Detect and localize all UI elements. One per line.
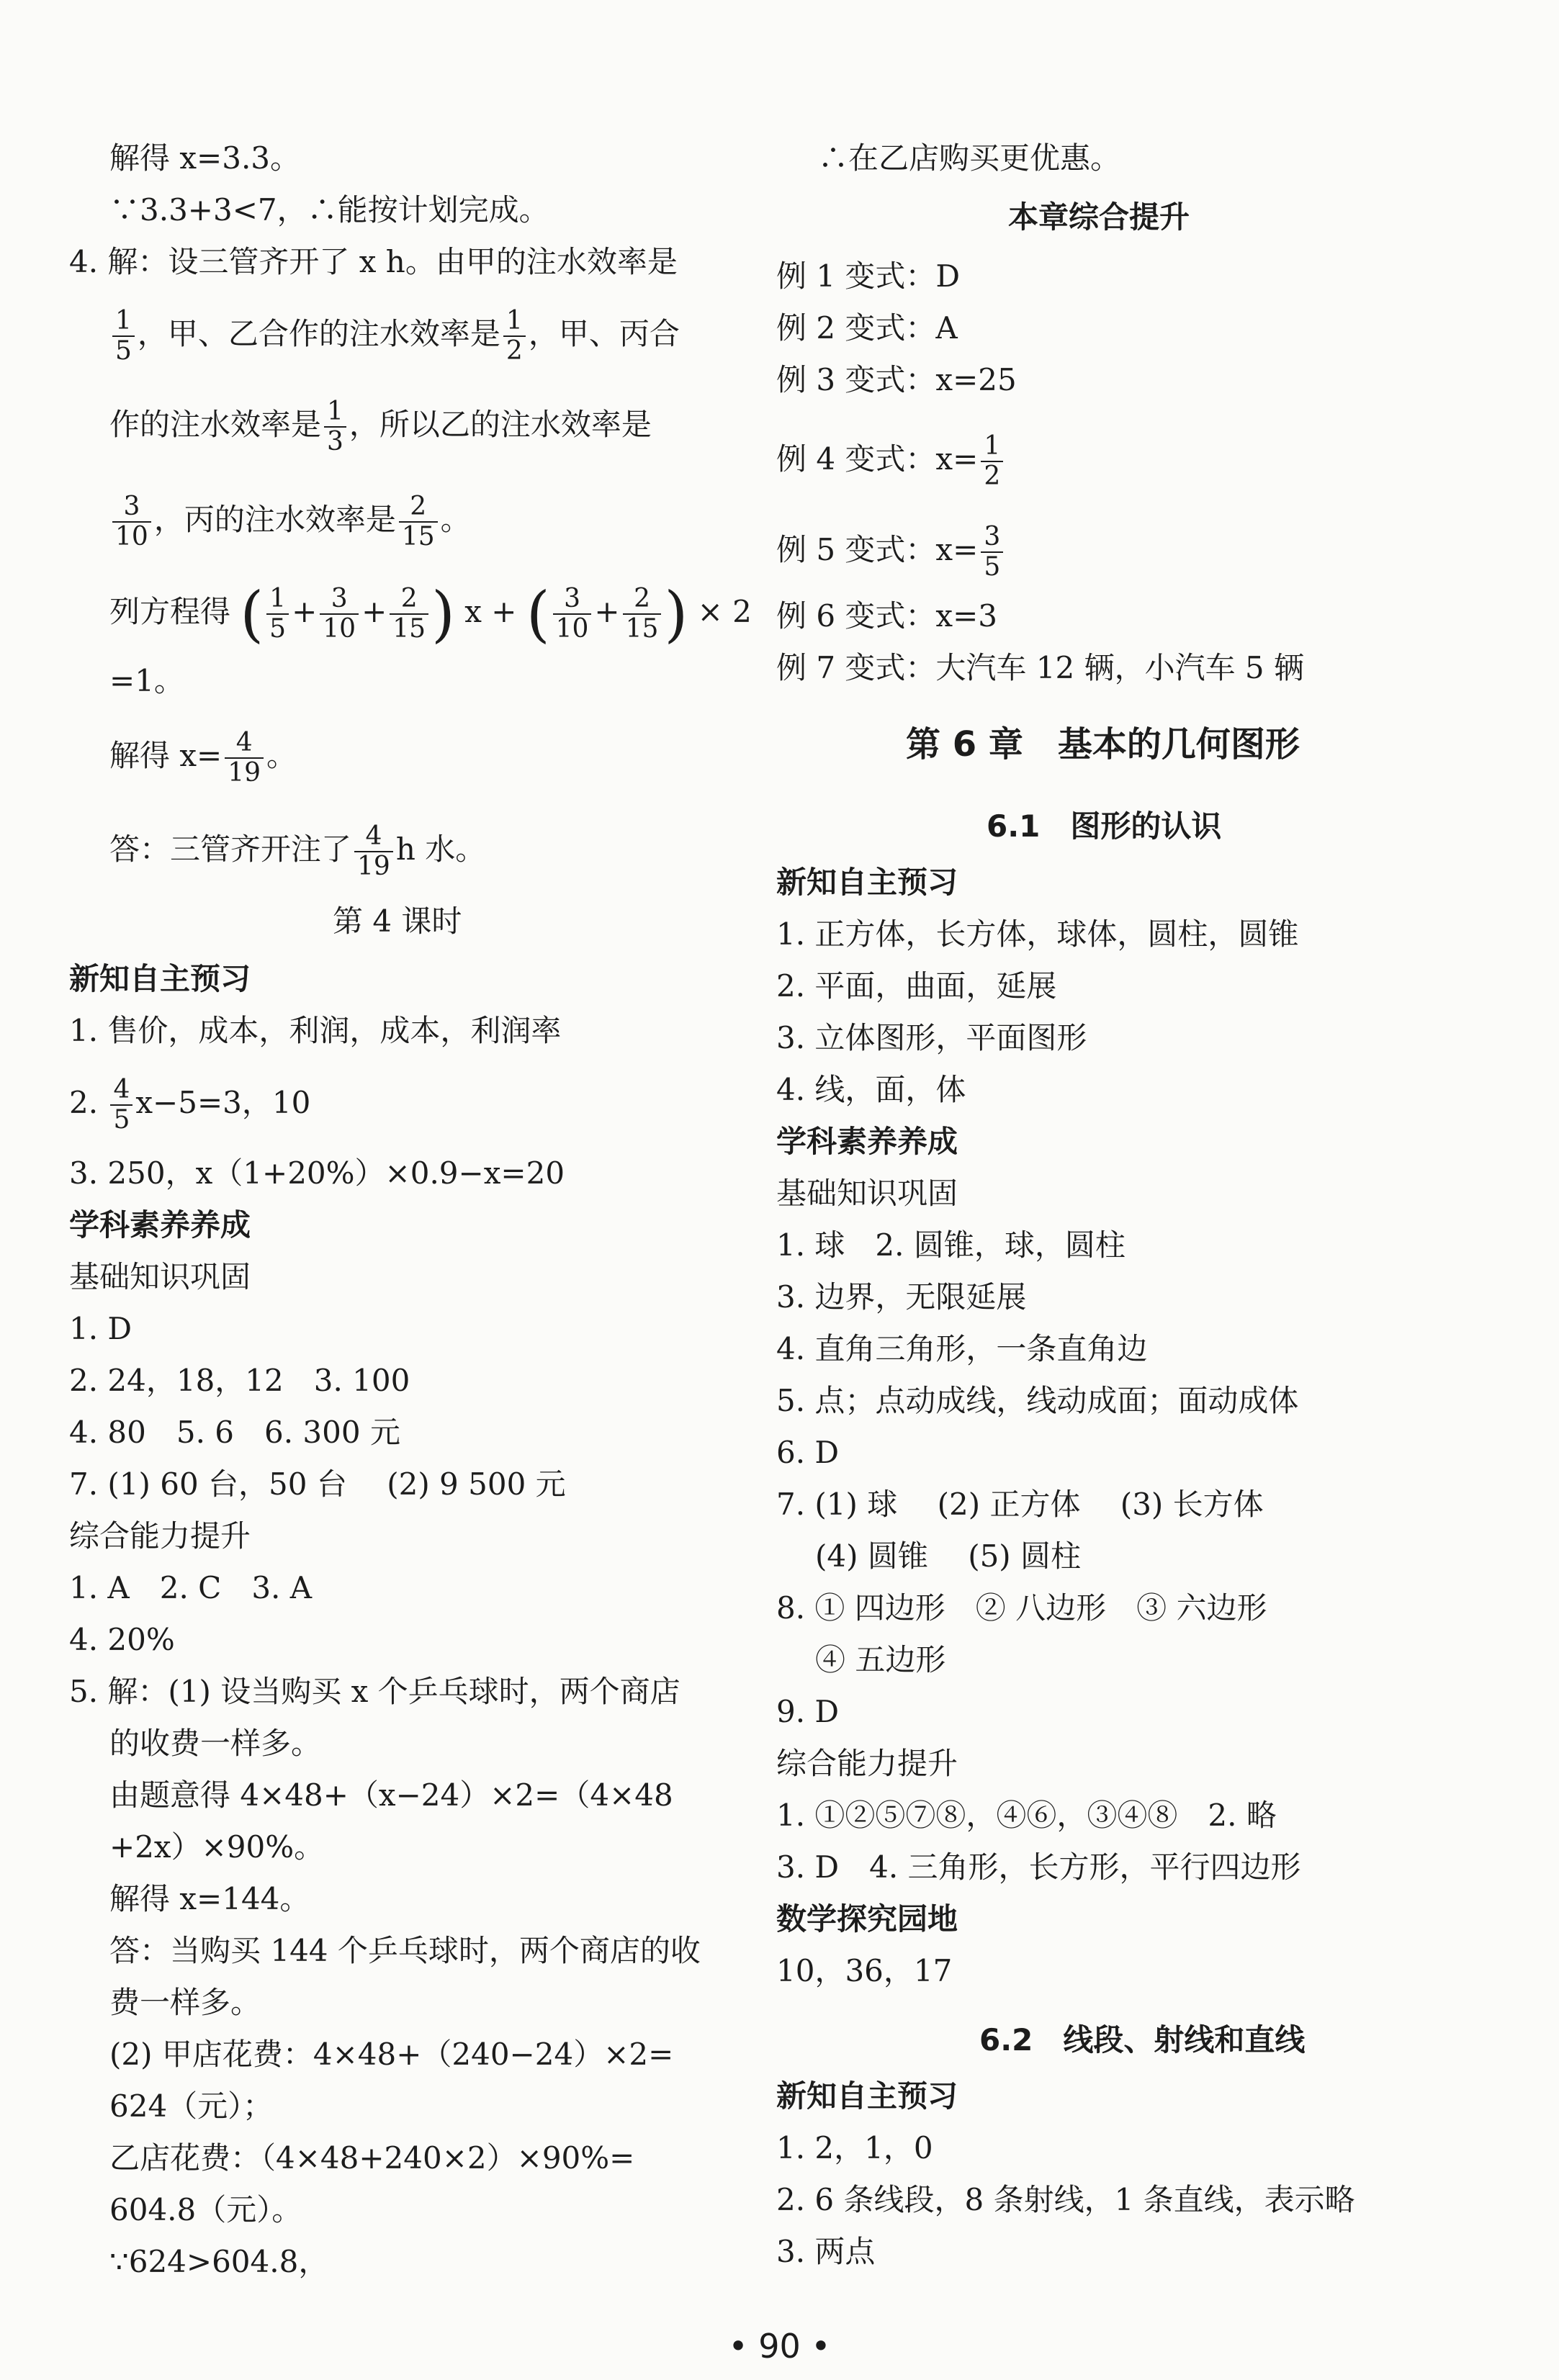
answer-line: 2. 6 条线段，8 条射线，1 条直线，表示略 — [776, 2182, 1355, 2217]
section-heading: 数学探究园地 — [776, 1901, 958, 1937]
solution-line: 解得 x= $\frac{4}{19}$ 。 — [109, 728, 297, 788]
example-answer: 例 3 变式：x=25 — [776, 362, 1017, 397]
answer-line: 4. 80 5. 6 6. 300 元 — [69, 1415, 400, 1450]
answer-line: +2x）×90%。 — [109, 1829, 325, 1865]
answer-line: 3. 立体图形，平面图形 — [776, 1020, 1087, 1055]
example-answer: 例 1 变式：D — [776, 258, 961, 294]
fraction: $\frac{1}{2}$ — [503, 307, 526, 366]
answer-line: 7. (1) 60 台，50 台 (2) 9 500 元 — [69, 1466, 566, 1502]
answer-line: 费一样多。 — [109, 1985, 261, 2020]
equation-line: 列方程得 ( $\frac{1}{5}$ + $\frac{3}{10}$ + $\frac{2}{15}$ ) x + ( $\frac{3}{10}$ + $\frac{2}{15}$ ) × 2 — [109, 579, 752, 649]
answer-line: 624（元）； — [109, 2088, 274, 2124]
answer-line: ④ 五边形 — [815, 1642, 946, 1677]
page-number: • 90 • — [728, 2327, 831, 2366]
lesson-title: 第 4 课时 — [333, 903, 462, 939]
answer-line: 3. 250，x（1+20%）×0.9−x=20 — [69, 1155, 565, 1191]
fraction: $\frac{4}{19}$ — [354, 822, 393, 881]
answer-line: 1. D — [69, 1311, 132, 1346]
subsection-heading: 综合能力提升 — [776, 1746, 958, 1781]
section-heading: 学科素养养成 — [69, 1207, 251, 1243]
section-title: 6.2 线段、射线和直线 — [979, 2022, 1306, 2057]
section-heading: 新知自主预习 — [776, 865, 958, 900]
answer-line: 2. 平面，曲面，延展 — [776, 968, 1057, 1004]
problem-4-line: 4. 解：设三管齐开了 x h。由甲的注水效率是 — [69, 244, 678, 279]
answer-line: 2. 24，18，12 3. 100 — [69, 1363, 410, 1398]
section-title: 本章综合提升 — [1008, 199, 1190, 235]
example-answer: 例 4 变式：x= $\frac{1}{2}$ — [776, 432, 1006, 491]
answer-line: 1. 售价，成本，利润，成本，利润率 — [69, 1013, 562, 1048]
answer-line: 6. D — [776, 1435, 840, 1470]
solution-line: 解得 x=3.3。 — [109, 140, 301, 176]
fraction: $\frac{1}{3}$ — [324, 397, 346, 456]
problem-4-line: $\frac{1}{5}$ ，甲、乙合作的注水效率是 $\frac{1}{2}$ ，甲、丙合 — [109, 307, 680, 366]
subsection-heading: 基础知识巩固 — [776, 1176, 958, 1211]
chapter-title: 第 6 章 基本的几何图形 — [906, 724, 1300, 765]
answer-line: 2. $\frac{4}{5}$ x−5=3，10 — [69, 1075, 311, 1135]
problem-4-line: $\frac{3}{10}$ ，丙的注水效率是 $\frac{2}{15}$ 。 — [109, 492, 471, 551]
answer-line: ∵624>604.8， — [109, 2244, 329, 2279]
section-heading: 新知自主预习 — [776, 2078, 958, 2114]
conclusion-line: ∵3.3+3<7，∴能按计划完成。 — [109, 192, 549, 227]
answer-line: 由题意得 4×48+（x−24）×2=（4×48 — [109, 1777, 673, 1813]
fraction: $\frac{4}{5}$ — [110, 1076, 132, 1135]
answer-line: 1. ①②⑤⑦⑧，④⑥，③④⑧ 2. 略 — [776, 1798, 1277, 1833]
answer-line: 3. 两点 — [776, 2234, 876, 2269]
answer-line: (4) 圆锥 (5) 圆柱 — [815, 1538, 1082, 1574]
answer-line: 答：当购买 144 个乒乓球时，两个商店的收 — [109, 1933, 701, 1968]
answer-line: 7. (1) 球 (2) 正方体 (3) 长方体 — [776, 1487, 1264, 1522]
section-heading: 新知自主预习 — [69, 961, 251, 996]
subsection-heading: 综合能力提升 — [69, 1518, 251, 1554]
answer-line: 1. 正方体，长方体，球体，圆柱，圆锥 — [776, 916, 1299, 952]
answer-line: 5. 点；点动成线，线动成面；面动成体 — [776, 1383, 1299, 1418]
answer-line: 4. 20% — [69, 1622, 175, 1657]
answer-line: 604.8（元）。 — [109, 2192, 302, 2227]
section-title: 6.1 图形的认识 — [987, 808, 1222, 844]
answer-line: 乙店花费：（4×48+240×2）×90%= — [109, 2140, 635, 2176]
subsection-heading: 基础知识巩固 — [69, 1259, 251, 1294]
answer-line: 的收费一样多。 — [109, 1726, 322, 1761]
example-answer: 例 6 变式：x=3 — [776, 598, 998, 634]
example-answer: 例 7 变式：大汽车 12 辆，小汽车 5 辆 — [776, 650, 1304, 685]
fraction: $\frac{1}{5}$ — [112, 307, 135, 366]
answer-line: (2) 甲店花费：4×48+（240−24）×2= — [109, 2037, 674, 2072]
conclusion-line: ∴在乙店购买更优惠。 — [818, 140, 1121, 176]
fraction: $\frac{1}{2}$ — [981, 432, 1003, 491]
section-heading: 学科素养养成 — [776, 1124, 958, 1159]
example-answer: 例 2 变式：A — [776, 310, 958, 346]
answer-line: 4. 直角三角形，一条直角边 — [776, 1331, 1148, 1366]
answer-line: 1. 2，1，0 — [776, 2130, 933, 2165]
answer-line: 8. ① 四边形 ② 八边形 ③ 六边形 — [776, 1590, 1267, 1626]
answer-line: 3. 边界，无限延展 — [776, 1279, 1027, 1315]
answer-line: 9. D — [776, 1694, 840, 1729]
answer-line: 4. 线，面，体 — [776, 1072, 966, 1107]
answer-line: 1. A 2. C 3. A — [69, 1570, 313, 1605]
answer-line: 解得 x=144。 — [109, 1881, 310, 1916]
fraction: $\frac{3}{5}$ — [981, 523, 1003, 582]
answer-line: 5. 解：(1) 设当购买 x 个乒乓球时，两个商店 — [69, 1674, 680, 1709]
answer-line: 答：三管齐开注了 $\frac{4}{19}$ h 水。 — [109, 821, 486, 881]
fraction: $\frac{2}{15}$ — [399, 492, 438, 551]
equation-line: =1。 — [109, 663, 184, 698]
problem-4-line: 作的注水效率是 $\frac{1}{3}$ ，所以乙的注水效率是 — [109, 397, 652, 456]
fraction: $\frac{3}{10}$ — [112, 492, 151, 551]
example-answer: 例 5 变式：x= $\frac{3}{5}$ — [776, 523, 1006, 582]
answer-line: 3. D 4. 三角形，长方形，平行四边形 — [776, 1849, 1301, 1885]
answer-line: 10，36，17 — [776, 1953, 953, 1988]
fraction: $\frac{4}{19}$ — [225, 729, 264, 788]
answer-line: 1. 球 2. 圆锥，球，圆柱 — [776, 1227, 1126, 1263]
